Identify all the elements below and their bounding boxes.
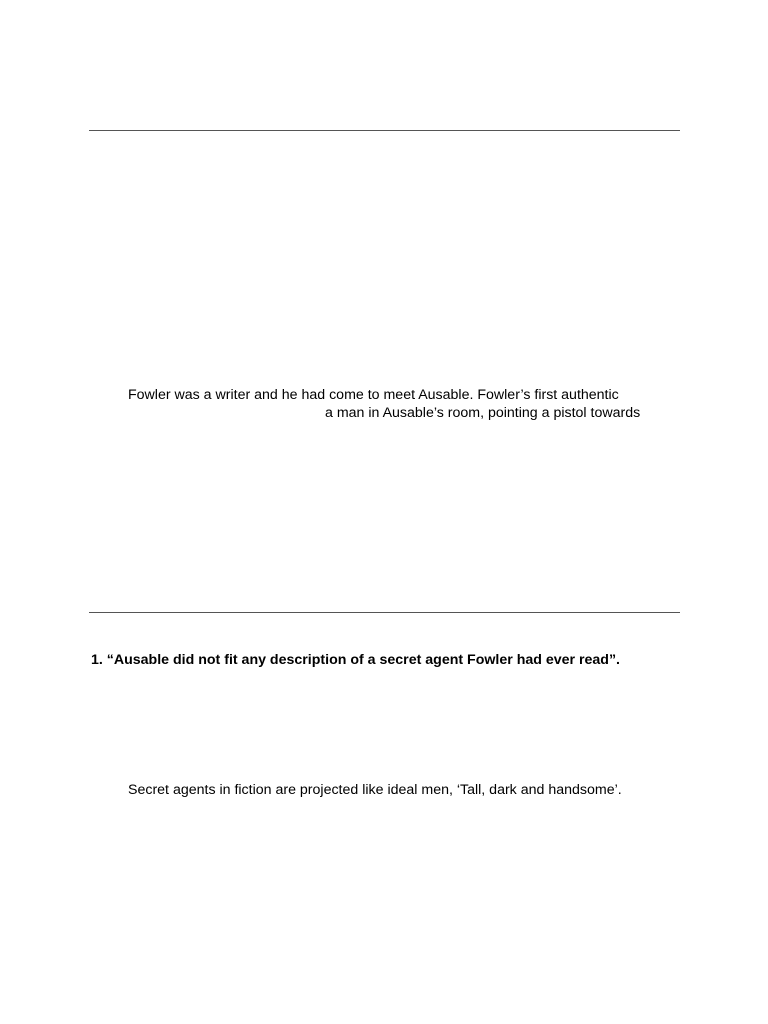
horizontal-rule-top [89,130,680,131]
question-heading: 1. “Ausable did not fit any description of a secret agent Fowler had ever read”. [91,652,621,668]
paragraph-line-1: Fowler was a writer and he had come to meet Ausable. Fowler’s first authentic [128,387,619,403]
horizontal-rule-middle [89,612,680,613]
answer-text: Secret agents in fiction are projected like ideal men, ‘Tall, dark and handsome’. [128,782,622,798]
paragraph-line-2: a man in Ausable’s room, pointing a pistol towards [325,405,641,421]
